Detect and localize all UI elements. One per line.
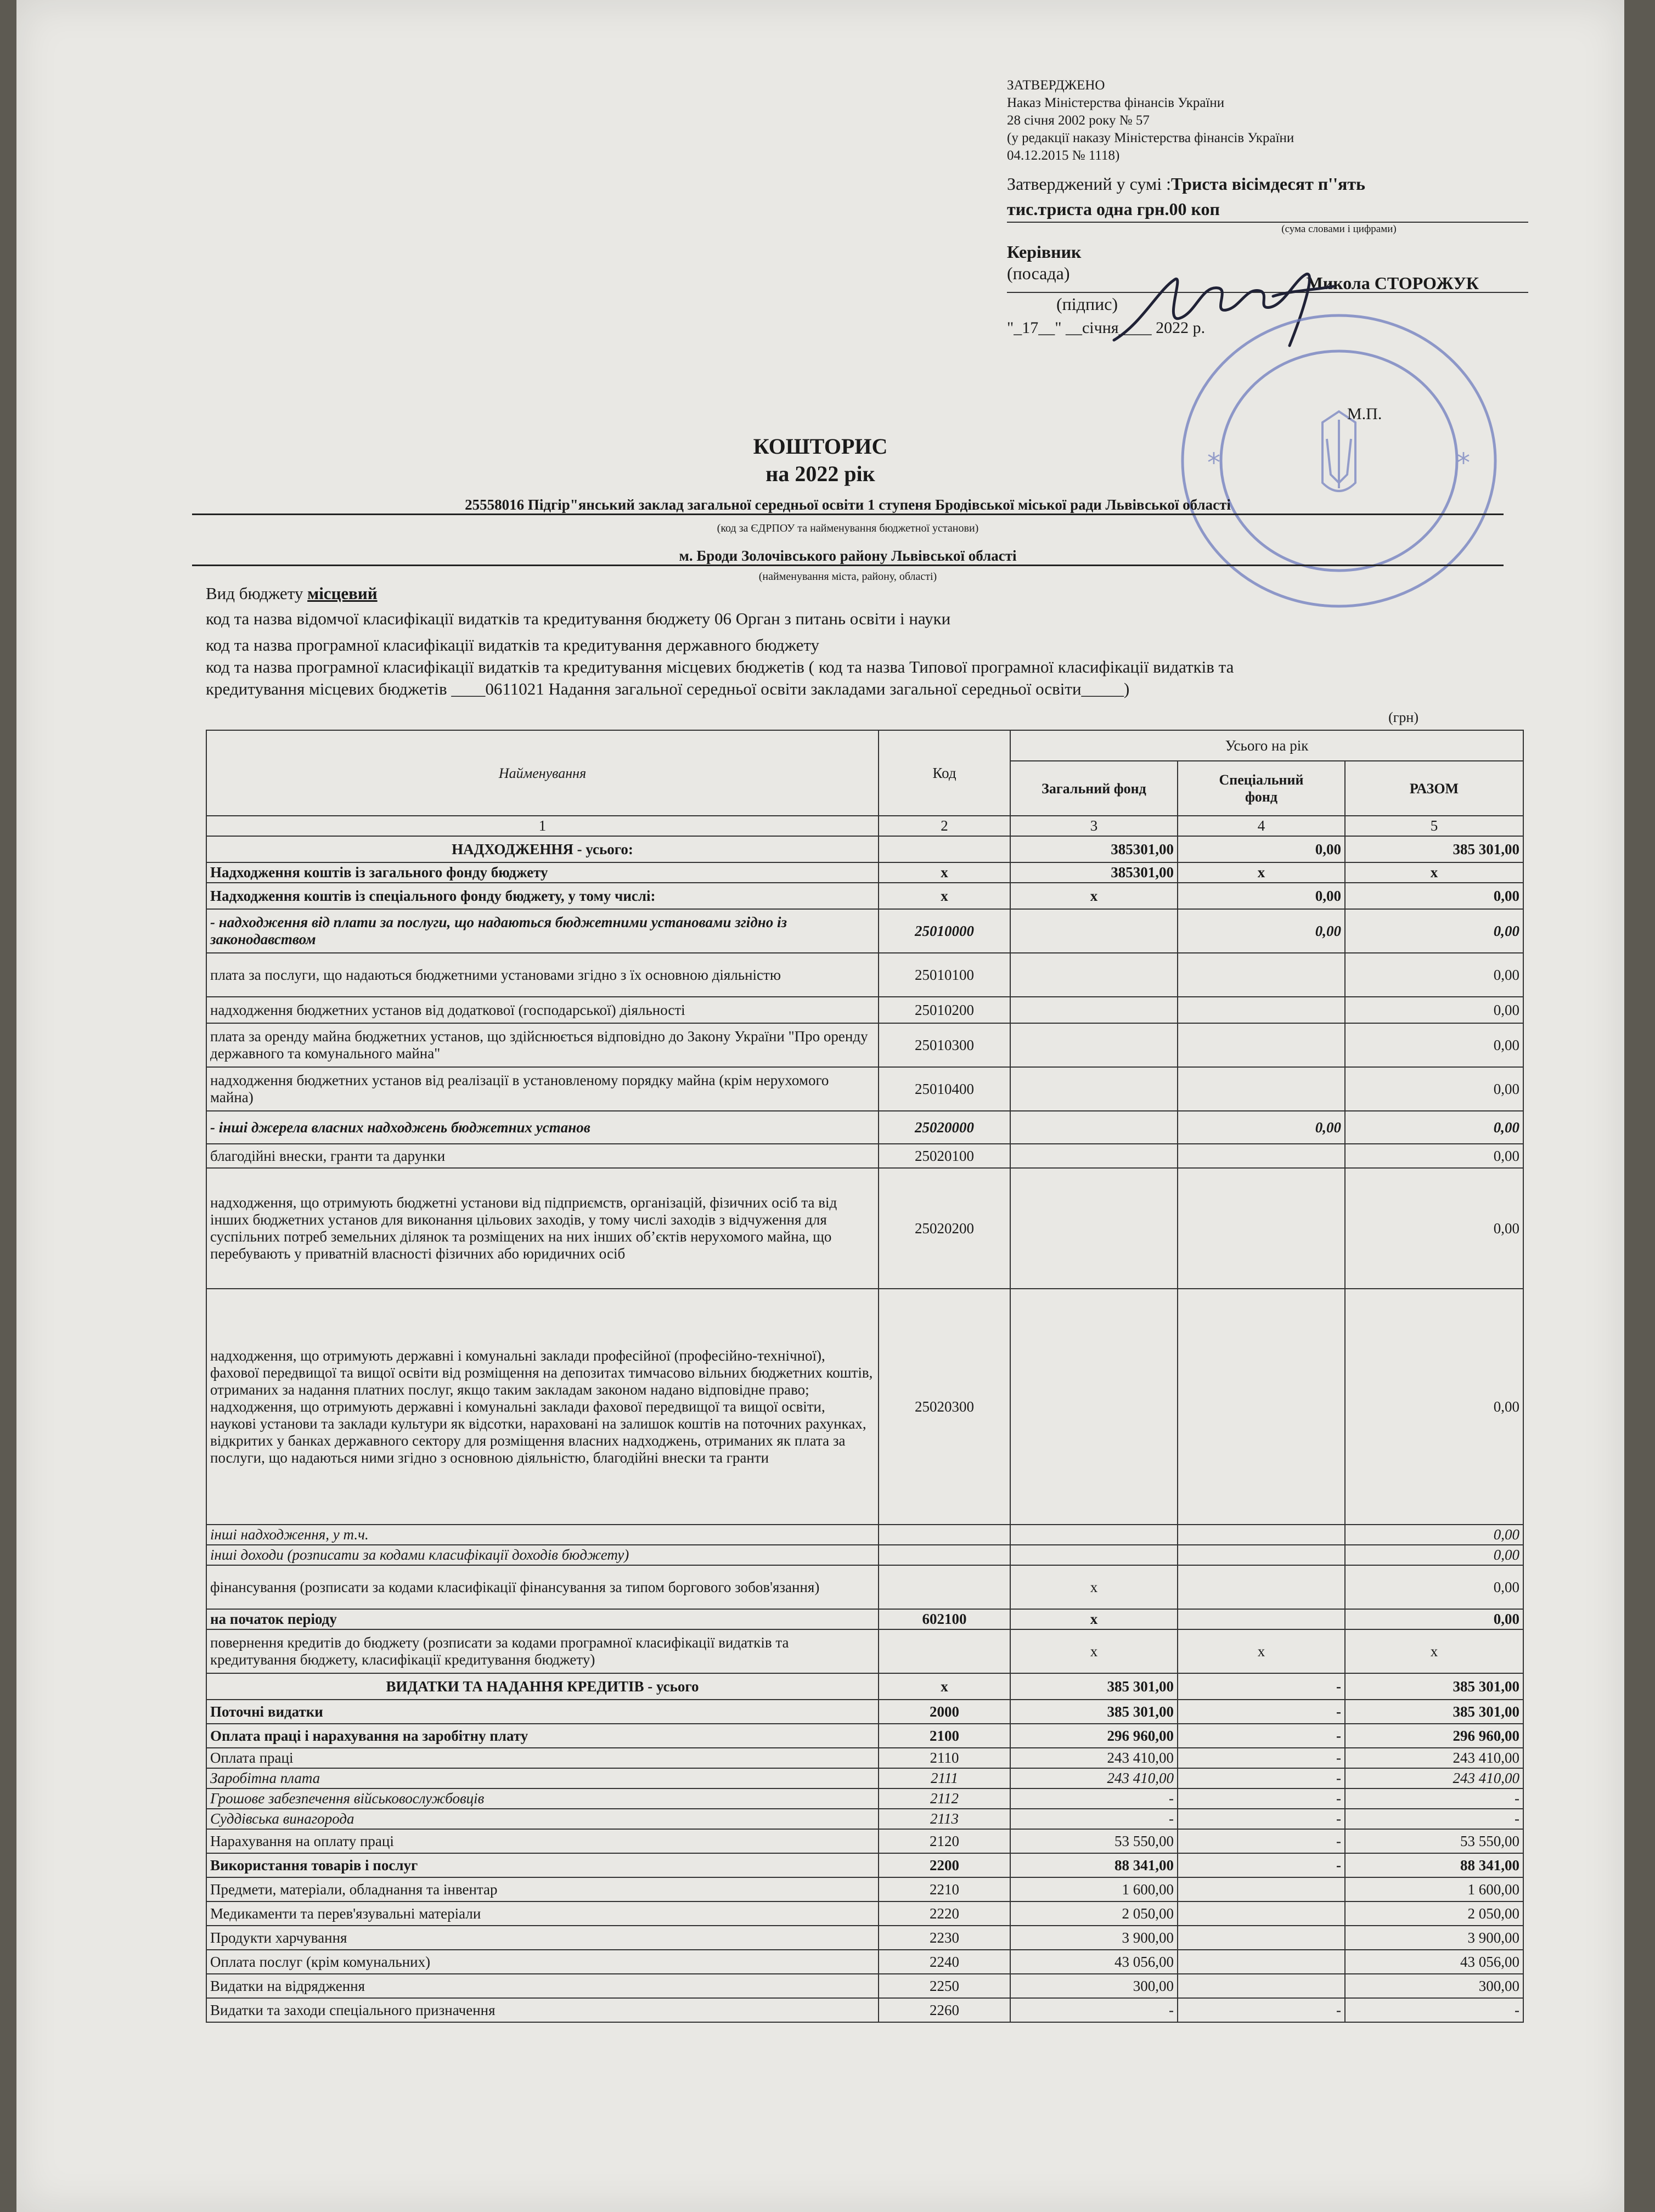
row-special-fund: х bbox=[1178, 1629, 1345, 1673]
row-general-fund bbox=[1010, 1067, 1178, 1111]
header-name: Найменування bbox=[206, 730, 879, 816]
row-special-fund bbox=[1178, 1609, 1345, 1629]
row-code: 25010200 bbox=[879, 997, 1010, 1023]
table-row bbox=[206, 909, 1523, 953]
table-row bbox=[206, 1609, 1523, 1629]
row-special-fund: - bbox=[1178, 1673, 1345, 1700]
row-total: 1 600,00 bbox=[1345, 1877, 1523, 1901]
local-program-line-2: кредитування місцевих бюджетів ____0611021 Надання загальної середньої освіти закладами загальної середньої освіти_____) bbox=[206, 679, 1130, 698]
row-code: 25020000 bbox=[879, 1111, 1010, 1144]
header-general-fund: Загальний фонд bbox=[1010, 761, 1178, 816]
table-row bbox=[206, 1673, 1523, 1700]
row-special-fund: - bbox=[1178, 1724, 1345, 1748]
row-code: 2113 bbox=[879, 1809, 1010, 1829]
row-general-fund bbox=[1010, 1144, 1178, 1168]
row-special-fund: 0,00 bbox=[1178, 909, 1345, 953]
row-general-fund: 243 410,00 bbox=[1010, 1748, 1178, 1768]
budget-type-value: місцевий bbox=[307, 584, 378, 603]
row-name: надходження бюджетних установ від реалізації в установленому порядку майна (крім нерухомого майна) bbox=[206, 1067, 879, 1111]
row-total: 385 301,00 bbox=[1345, 1673, 1523, 1700]
row-total: 0,00 bbox=[1345, 1168, 1523, 1289]
table-row bbox=[206, 1974, 1523, 1998]
row-total: х bbox=[1345, 1629, 1523, 1673]
document-title: КОШТОРИС bbox=[753, 434, 888, 459]
table-row bbox=[206, 1023, 1523, 1067]
column-number-row bbox=[206, 816, 1523, 836]
row-special-fund bbox=[1178, 1168, 1345, 1289]
estimate-table bbox=[206, 730, 1524, 2023]
table-row bbox=[206, 836, 1523, 862]
location-hint: (найменування міста, району, області) bbox=[758, 571, 937, 583]
row-general-fund bbox=[1010, 1289, 1178, 1525]
row-code bbox=[879, 1629, 1010, 1673]
row-general-fund bbox=[1010, 909, 1178, 953]
row-name: надходження, що отримують державні і комунальні заклади професійної (професійно-технічної), фахової передвищої та вищої освіти від розміщення на депозитах тимчасово вільних бюджетних коштів, отриманих за надання платних послуг, якщо таким закладам законом надано відповідне право; надходження, що отримують державні і комунальні заклади фахової передвищої та вищої освіти, наукові установи та заклади культури як відсотки, нараховані на залишок коштів на поточних рахунках, відкритих у банках державного сектору для розміщення власних надходжень, отриманих як плата за послуги, що надаються ними згідно з основною діяльністю, благодійні внески та гранти bbox=[206, 1289, 879, 1525]
row-general-fund: - bbox=[1010, 1998, 1178, 2022]
table-row bbox=[206, 1565, 1523, 1609]
row-special-fund: - bbox=[1178, 1998, 1345, 2022]
row-special-fund bbox=[1178, 1877, 1345, 1901]
row-total: 385 301,00 bbox=[1345, 836, 1523, 862]
row-name: Заробітна плата bbox=[206, 1768, 879, 1788]
location-name: м. Броди Золочівського району Львівської області bbox=[192, 548, 1504, 566]
row-code: х bbox=[879, 883, 1010, 909]
row-special-fund bbox=[1178, 1289, 1345, 1525]
row-code bbox=[879, 1565, 1010, 1609]
approval-line-2: 28 січня 2002 року № 57 bbox=[1007, 113, 1150, 128]
row-general-fund: 243 410,00 bbox=[1010, 1768, 1178, 1788]
row-special-fund: - bbox=[1178, 1809, 1345, 1829]
column-number: 1 bbox=[206, 816, 879, 836]
row-code: 2000 bbox=[879, 1700, 1010, 1724]
row-code: 25010300 bbox=[879, 1023, 1010, 1067]
svg-text:*: * bbox=[1207, 448, 1220, 478]
row-name: - надходження від плати за послуги, що надаються бюджетними установами згідно із законодавством bbox=[206, 909, 879, 953]
row-general-fund: - bbox=[1010, 1809, 1178, 1829]
row-code: 2260 bbox=[879, 1998, 1010, 2022]
row-special-fund bbox=[1178, 1525, 1345, 1545]
department-code-line: код та назва відомчої класифікації видатків та кредитування бюджету 06 Орган з питань освіти і науки bbox=[206, 609, 951, 628]
row-general-fund: 1 600,00 bbox=[1010, 1877, 1178, 1901]
row-name: - інші джерела власних надходжень бюджетних установ bbox=[206, 1111, 879, 1144]
approval-line-1: Наказ Міністерства фінансів України bbox=[1007, 95, 1225, 110]
row-name: надходження, що отримують бюджетні установи від підприємств, організацій, фізичних осіб та від інших бюджетних установ для виконання цільових заходів, у тому числі заходів з відчуження для суспільних потреб земельних ділянок та розміщених на них інших об’єктів нерухомого майна, що перебувають у приватній власності фізичних або юридичних осіб bbox=[206, 1168, 879, 1289]
table-row bbox=[206, 953, 1523, 997]
row-name: Предмети, матеріали, обладнання та інвентар bbox=[206, 1877, 879, 1901]
row-code: 2220 bbox=[879, 1901, 1010, 1926]
table-row bbox=[206, 1545, 1523, 1565]
approval-title: ЗАТВЕРДЖЕНО bbox=[1007, 78, 1105, 93]
row-special-fund bbox=[1178, 953, 1345, 997]
row-code: 2210 bbox=[879, 1877, 1010, 1901]
column-number: 5 bbox=[1345, 816, 1523, 836]
row-code: 25010100 bbox=[879, 953, 1010, 997]
table-row bbox=[206, 1950, 1523, 1974]
row-name: надходження бюджетних установ від додаткової (господарської) діяльності bbox=[206, 997, 879, 1023]
table-row bbox=[206, 1724, 1523, 1748]
position-label: (посада) bbox=[1007, 263, 1070, 283]
row-special-fund: 0,00 bbox=[1178, 836, 1345, 862]
row-name: Продукти харчування bbox=[206, 1926, 879, 1950]
sum-words-1: Триста вісімдесят п''ять bbox=[1171, 174, 1365, 194]
row-special-fund bbox=[1178, 1565, 1345, 1609]
row-name: Грошове забезпечення військовослужбовців bbox=[206, 1788, 879, 1809]
row-total: 3 900,00 bbox=[1345, 1926, 1523, 1950]
document-page bbox=[16, 0, 1624, 2212]
row-special-fund: - bbox=[1178, 1700, 1345, 1724]
row-general-fund: х bbox=[1010, 1609, 1178, 1629]
row-special-fund: 0,00 bbox=[1178, 1111, 1345, 1144]
row-special-fund bbox=[1178, 1067, 1345, 1111]
row-general-fund: 385301,00 bbox=[1010, 836, 1178, 862]
row-general-fund: 385 301,00 bbox=[1010, 1673, 1178, 1700]
row-name: на початок періоду bbox=[206, 1609, 879, 1629]
row-code: 25010400 bbox=[879, 1067, 1010, 1111]
estimate-table-body bbox=[206, 836, 1523, 2022]
row-name: Видатки та заходи спеціального призначення bbox=[206, 1998, 879, 2022]
table-row bbox=[206, 1788, 1523, 1809]
row-name: фінансування (розписати за кодами класифікації фінансування за типом боргового зобов'язання) bbox=[206, 1565, 879, 1609]
row-code: 2200 bbox=[879, 1853, 1010, 1877]
header-sum: РАЗОМ bbox=[1345, 761, 1523, 816]
row-total: 53 550,00 bbox=[1345, 1829, 1523, 1853]
row-total: 0,00 bbox=[1345, 1144, 1523, 1168]
row-code: 2120 bbox=[879, 1829, 1010, 1853]
table-row bbox=[206, 1525, 1523, 1545]
row-name: плата за послуги, що надаються бюджетними установами згідно з їх основною діяльністю bbox=[206, 953, 879, 997]
row-general-fund: х bbox=[1010, 1629, 1178, 1673]
row-general-fund: х bbox=[1010, 883, 1178, 909]
row-general-fund bbox=[1010, 1168, 1178, 1289]
table-row bbox=[206, 883, 1523, 909]
table-row bbox=[206, 1748, 1523, 1768]
row-code: х bbox=[879, 862, 1010, 883]
row-code: 2100 bbox=[879, 1724, 1010, 1748]
institution-name: 25558016 Підгір"янський заклад загальної середньої освіти 1 ступеня Бродівської міської ради Львівської області bbox=[192, 496, 1504, 515]
row-general-fund: 300,00 bbox=[1010, 1974, 1178, 1998]
table-row bbox=[206, 862, 1523, 883]
row-total: 0,00 bbox=[1345, 953, 1523, 997]
header-special-fund: Спеціальний фонд bbox=[1178, 761, 1345, 816]
row-code: 2111 bbox=[879, 1768, 1010, 1788]
row-general-fund: 53 550,00 bbox=[1010, 1829, 1178, 1853]
table-row bbox=[206, 1853, 1523, 1877]
row-code: 2110 bbox=[879, 1748, 1010, 1768]
row-total: 0,00 bbox=[1345, 1545, 1523, 1565]
row-name: Поточні видатки bbox=[206, 1700, 879, 1724]
row-total: 0,00 bbox=[1345, 909, 1523, 953]
row-code bbox=[879, 1525, 1010, 1545]
row-name: благодійні внески, гранти та дарунки bbox=[206, 1144, 879, 1168]
row-total: 0,00 bbox=[1345, 1565, 1523, 1609]
row-total: 300,00 bbox=[1345, 1974, 1523, 1998]
table-row bbox=[206, 1877, 1523, 1901]
row-name: інші надходження, у т.ч. bbox=[206, 1525, 879, 1545]
row-name: Видатки на відрядження bbox=[206, 1974, 879, 1998]
row-general-fund bbox=[1010, 1023, 1178, 1067]
row-name: Використання товарів і послуг bbox=[206, 1853, 879, 1877]
row-total: 0,00 bbox=[1345, 1609, 1523, 1629]
row-total: 0,00 bbox=[1345, 997, 1523, 1023]
approval-line-3: (у редакції наказу Міністерства фінансів України bbox=[1007, 131, 1294, 145]
row-general-fund bbox=[1010, 1111, 1178, 1144]
row-total: х bbox=[1345, 862, 1523, 883]
table-row bbox=[206, 1144, 1523, 1168]
row-name: Суддівська винагорода bbox=[206, 1809, 879, 1829]
table-row bbox=[206, 1998, 1523, 2022]
table-row bbox=[206, 1067, 1523, 1111]
signature-label: (підпис) bbox=[1056, 294, 1118, 314]
row-general-fund: 2 050,00 bbox=[1010, 1901, 1178, 1926]
seal-label: М.П. bbox=[1347, 405, 1382, 423]
row-total: 43 056,00 bbox=[1345, 1950, 1523, 1974]
row-special-fund bbox=[1178, 1926, 1345, 1950]
row-special-fund bbox=[1178, 997, 1345, 1023]
table-row bbox=[206, 1700, 1523, 1724]
row-special-fund: - bbox=[1178, 1748, 1345, 1768]
row-general-fund: - bbox=[1010, 1788, 1178, 1809]
column-number: 3 bbox=[1010, 816, 1178, 836]
row-general-fund: 385301,00 bbox=[1010, 862, 1178, 883]
table-row bbox=[206, 1829, 1523, 1853]
row-total: 0,00 bbox=[1345, 1111, 1523, 1144]
row-name: Нарахування на оплату праці bbox=[206, 1829, 879, 1853]
row-total: 0,00 bbox=[1345, 1023, 1523, 1067]
row-code: 25020200 bbox=[879, 1168, 1010, 1289]
row-code: 25020100 bbox=[879, 1144, 1010, 1168]
row-code: 2240 bbox=[879, 1950, 1010, 1974]
svg-text:*: * bbox=[1457, 448, 1470, 478]
budget-type-label: Вид бюджету bbox=[206, 584, 308, 603]
row-special-fund bbox=[1178, 1974, 1345, 1998]
approved-sum-line bbox=[1007, 171, 1528, 196]
row-total: 0,00 bbox=[1345, 1289, 1523, 1525]
row-total: 243 410,00 bbox=[1345, 1748, 1523, 1768]
row-code: х bbox=[879, 1673, 1010, 1700]
row-name: НАДХОДЖЕННЯ - усього: bbox=[206, 836, 879, 862]
table-row bbox=[206, 1901, 1523, 1926]
row-total: - bbox=[1345, 1788, 1523, 1809]
head-name: Микола СТОРОЖУК bbox=[1306, 273, 1479, 293]
row-name: Оплата праці bbox=[206, 1748, 879, 1768]
row-general-fund: 3 900,00 bbox=[1010, 1926, 1178, 1950]
row-general-fund: 88 341,00 bbox=[1010, 1853, 1178, 1877]
row-name: повернення кредитів до бюджету (розписати за кодами програмної класифікації видатків та кредитування бюджету, класифікації кредитування бюджету) bbox=[206, 1629, 879, 1673]
row-total: 385 301,00 bbox=[1345, 1700, 1523, 1724]
table-row bbox=[206, 997, 1523, 1023]
row-special-fund bbox=[1178, 1901, 1345, 1926]
row-code: 25020300 bbox=[879, 1289, 1010, 1525]
row-special-fund: 0,00 bbox=[1178, 883, 1345, 909]
local-program-line-1: код та назва програмної класифікації видатків та кредитування місцевих бюджетів ( код та назва Типової програмної класифікації видатків та bbox=[206, 657, 1234, 676]
header-code: Код bbox=[879, 730, 1010, 816]
row-total: - bbox=[1345, 1809, 1523, 1829]
row-total: 88 341,00 bbox=[1345, 1853, 1523, 1877]
row-special-fund: - bbox=[1178, 1853, 1345, 1877]
approval-line-4: 04.12.2015 № 1118) bbox=[1007, 148, 1120, 163]
column-number: 2 bbox=[879, 816, 1010, 836]
row-special-fund bbox=[1178, 1950, 1345, 1974]
row-special-fund: - bbox=[1178, 1829, 1345, 1853]
row-general-fund bbox=[1010, 1545, 1178, 1565]
row-special-fund: - bbox=[1178, 1768, 1345, 1788]
budget-type-line bbox=[206, 583, 1534, 605]
row-name: Медикаменти та перев'язувальні матеріали bbox=[206, 1901, 879, 1926]
sum-words-2: тис.триста одна грн.00 коп bbox=[1007, 196, 1528, 223]
table-row bbox=[206, 1111, 1523, 1144]
row-total: 0,00 bbox=[1345, 1067, 1523, 1111]
row-code: 25010000 bbox=[879, 909, 1010, 953]
column-number: 4 bbox=[1178, 816, 1345, 836]
row-code: 602100 bbox=[879, 1609, 1010, 1629]
row-total: 296 960,00 bbox=[1345, 1724, 1523, 1748]
row-special-fund bbox=[1178, 1144, 1345, 1168]
row-code bbox=[879, 1545, 1010, 1565]
row-name: Оплата праці і нарахування на заробітну плату bbox=[206, 1724, 879, 1748]
row-special-fund bbox=[1178, 1545, 1345, 1565]
row-special-fund bbox=[1178, 1023, 1345, 1067]
row-total: 0,00 bbox=[1345, 1525, 1523, 1545]
row-special-fund: - bbox=[1178, 1788, 1345, 1809]
institution-hint: (код за ЄДРПОУ та найменування бюджетної установи) bbox=[717, 522, 979, 534]
row-general-fund: 385 301,00 bbox=[1010, 1700, 1178, 1724]
table-row bbox=[206, 1629, 1523, 1673]
row-name: Оплата послуг (крім комунальних) bbox=[206, 1950, 879, 1974]
head-label: Керівник bbox=[1007, 242, 1082, 262]
row-code: 2112 bbox=[879, 1788, 1010, 1809]
row-name: інші доходи (розписати за кодами класифікації доходів бюджету) bbox=[206, 1545, 879, 1565]
row-code: 2250 bbox=[879, 1974, 1010, 1998]
row-code: 2230 bbox=[879, 1926, 1010, 1950]
document-year: на 2022 рік bbox=[765, 461, 875, 486]
row-general-fund bbox=[1010, 953, 1178, 997]
state-program-line: код та назва програмної класифікації видатків та кредитування державного бюджету bbox=[206, 635, 820, 654]
sum-hint: (сума словами і цифрами) bbox=[1281, 223, 1397, 235]
row-general-fund bbox=[1010, 1525, 1178, 1545]
table-row bbox=[206, 1289, 1523, 1525]
sum-prefix: Затверджений у сумі : bbox=[1007, 174, 1172, 194]
approval-date: "_17__" __січня____ 2022 р. bbox=[1007, 319, 1206, 337]
row-name: ВИДАТКИ ТА НАДАННЯ КРЕДИТІВ - усього bbox=[206, 1673, 879, 1700]
row-general-fund: х bbox=[1010, 1565, 1178, 1609]
row-special-fund: х bbox=[1178, 862, 1345, 883]
row-total: - bbox=[1345, 1998, 1523, 2022]
row-total: 0,00 bbox=[1345, 883, 1523, 909]
table-row bbox=[206, 1926, 1523, 1950]
row-name: плата за оренду майна бюджетних установ, що здійснюється відповідно до Закону України "Про оренду державного та комунального майна" bbox=[206, 1023, 879, 1067]
row-general-fund: 43 056,00 bbox=[1010, 1950, 1178, 1974]
table-row bbox=[206, 1168, 1523, 1289]
row-general-fund: 296 960,00 bbox=[1010, 1724, 1178, 1748]
row-name: Надходження коштів із загального фонду бюджету bbox=[206, 862, 879, 883]
row-name: Надходження коштів із спеціального фонду бюджету, у тому числі: bbox=[206, 883, 879, 909]
table-row bbox=[206, 1768, 1523, 1788]
header-total-year: Усього на рік bbox=[1010, 730, 1523, 761]
currency-unit: (грн) bbox=[1388, 709, 1418, 725]
table-row bbox=[206, 1809, 1523, 1829]
row-code bbox=[879, 836, 1010, 862]
row-total: 243 410,00 bbox=[1345, 1768, 1523, 1788]
row-total: 2 050,00 bbox=[1345, 1901, 1523, 1926]
row-general-fund bbox=[1010, 997, 1178, 1023]
